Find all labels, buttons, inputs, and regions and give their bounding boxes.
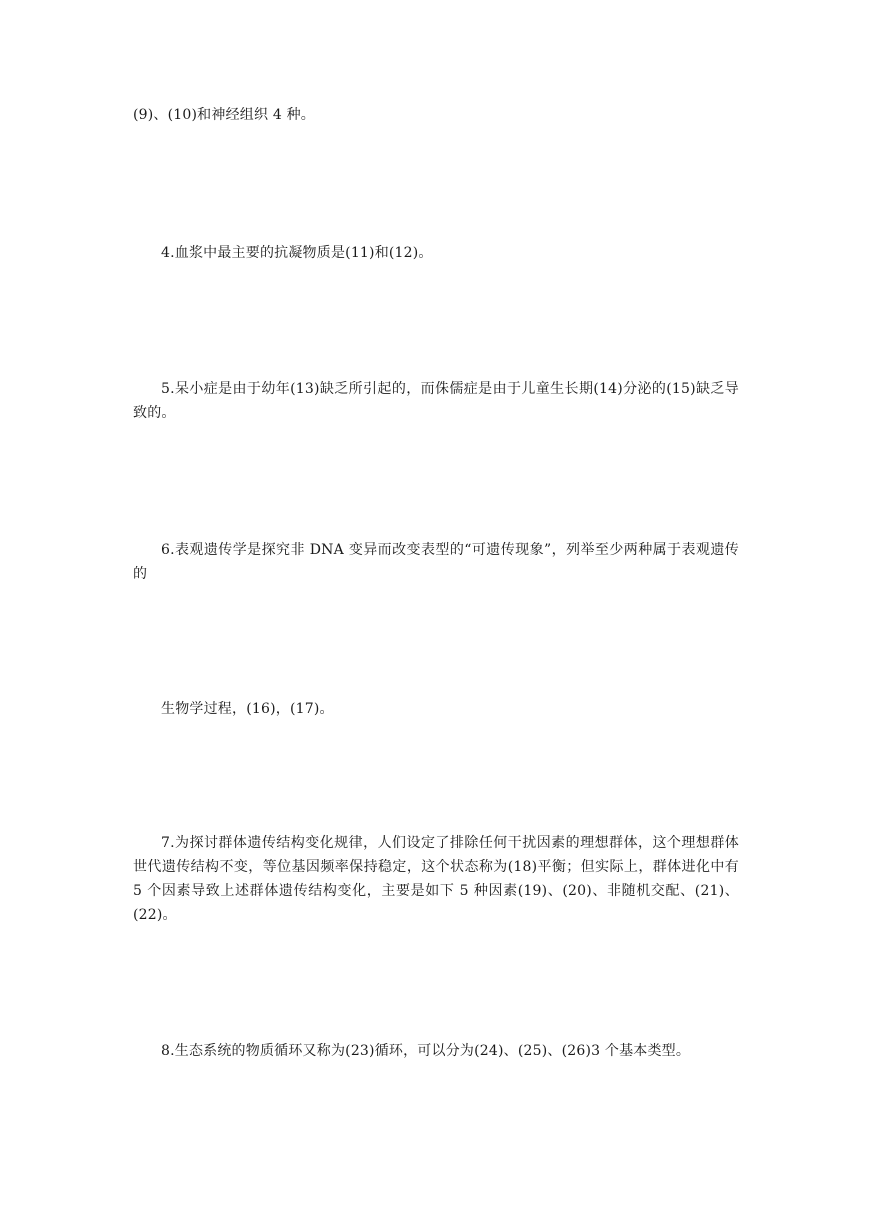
question-4: 4.血浆中最主要的抗凝物质是(11)和(12)。 bbox=[161, 245, 433, 261]
fill-blank-continuation: (9)、(10)和神经组织 4 种。 bbox=[133, 107, 315, 123]
question-6-continuation: 生物学过程，(16)，(17)。 bbox=[161, 701, 334, 717]
question-8: 8.生态系统的物质循环又称为(23)循环，可以分为(24)、(25)、(26)3 个基本类型。 bbox=[161, 1043, 691, 1059]
question-6: 6.表观遗传学是探究非 DNA 变异而改变表型的“可遗传现象”，列举至少两种属于表观遗传的 bbox=[133, 542, 739, 582]
question-7: 7.为探讨群体遗传结构变化规律，人们设定了排除任何干扰因素的理想群体，这个理想群体世代遗传结构不变，等位基因频率保持稳定，这个状态称为(18)平衡；但实际上，群体进化中有 5 个因素导致上述群体遗传结构变化，主要是如下 5 种因素(19)、(20)、非随机交配、(21)、(22)。 bbox=[133, 835, 739, 923]
question-5: 5.呆小症是由于幼年(13)缺乏所引起的，而侏儒症是由于儿童生长期(14)分泌的(15)缺乏导致的。 bbox=[133, 381, 739, 421]
